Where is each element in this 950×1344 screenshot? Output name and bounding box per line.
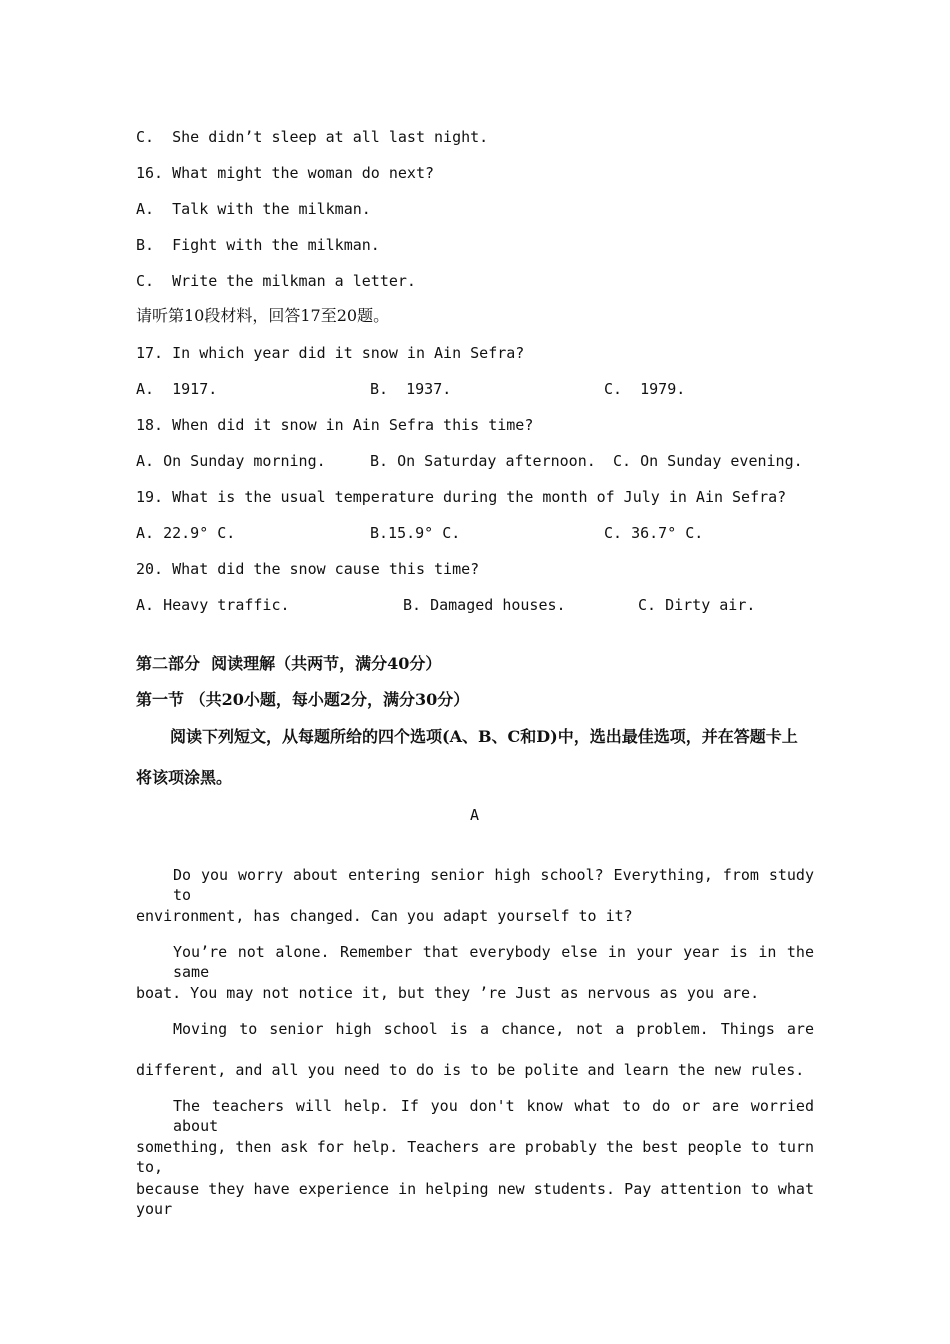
q16-option-a: A. Talk with the milkman. <box>136 200 371 218</box>
q18-option-a: A. On Sunday morning. <box>136 452 326 470</box>
q17-option-a: A. 1917. <box>136 380 218 398</box>
listening-instruction-10: 请听第10段材料，回答17至20题。 <box>136 306 390 325</box>
passage-p3-line1: Moving to senior high school is a chance, not a problem. Things are <box>173 1020 814 1038</box>
q16-option-c: C. Write the milkman a letter. <box>136 272 416 290</box>
q18-question: 18. When did it snow in Ain Sefra this time? <box>136 416 534 434</box>
passage-p1-line1: Do you worry about entering senior high school? Everything, from study to <box>173 866 814 904</box>
passage-p1-line2: environment, has changed. Can you adapt yourself to it? <box>136 907 633 925</box>
passage-label: A <box>470 806 480 824</box>
passage-p2-line2: boat. You may not notice it, but they ’re Just as nervous as you are. <box>136 984 760 1002</box>
q19-option-b: B.15.9° C. <box>370 524 461 542</box>
passage-p3-line2: different, and all you need to do is to be polite and learn the new rules. <box>136 1061 805 1079</box>
q20-option-c: C. Dirty air. <box>638 596 756 614</box>
passage-p2-line1: You’re not alone. Remember that everybody else in your year is in the same <box>173 943 814 981</box>
q15-option-c: C. She didn’t sleep at all last night. <box>136 128 489 146</box>
part-two-title: 第二部分 阅读理解（共两节，满分40分） <box>136 654 442 673</box>
q17-question: 17. In which year did it snow in Ain Sefra? <box>136 344 525 362</box>
q19-option-a: A. 22.9° C. <box>136 524 236 542</box>
q20-option-a: A. Heavy traffic. <box>136 596 290 614</box>
q20-option-b: B. Damaged houses. <box>403 596 566 614</box>
q19-option-c: C. 36.7° C. <box>604 524 704 542</box>
passage-p4-line3: because they have experience in helping new students. Pay attention to what your <box>136 1180 814 1218</box>
passage-p4-line2: something, then ask for help. Teachers are probably the best people to turn to, <box>136 1138 814 1176</box>
q18-option-b: B. On Saturday afternoon. <box>370 452 596 470</box>
q17-option-b: B. 1937. <box>370 380 452 398</box>
q20-question: 20. What did the snow cause this time? <box>136 560 480 578</box>
section-one-title: 第一节 （共20小题，每小题2分，满分30分） <box>136 690 470 709</box>
q16-option-b: B. Fight with the milkman. <box>136 236 380 254</box>
passage-p4-line1: The teachers will help. If you don't know what to do or are worried about <box>173 1097 814 1135</box>
reading-instruction-line1: 阅读下列短文，从每题所给的四个选项(A、B、C和D)中，选出最佳选项，并在答题卡上 <box>170 727 798 746</box>
q18-option-c: C. On Sunday evening. <box>613 452 803 470</box>
q17-option-c: C. 1979. <box>604 380 686 398</box>
reading-instruction-line2: 将该项涂黑。 <box>136 768 233 787</box>
q16-question: 16. What might the woman do next? <box>136 164 435 182</box>
q19-question: 19. What is the usual temperature during the month of July in Ain Sefra? <box>136 488 787 506</box>
